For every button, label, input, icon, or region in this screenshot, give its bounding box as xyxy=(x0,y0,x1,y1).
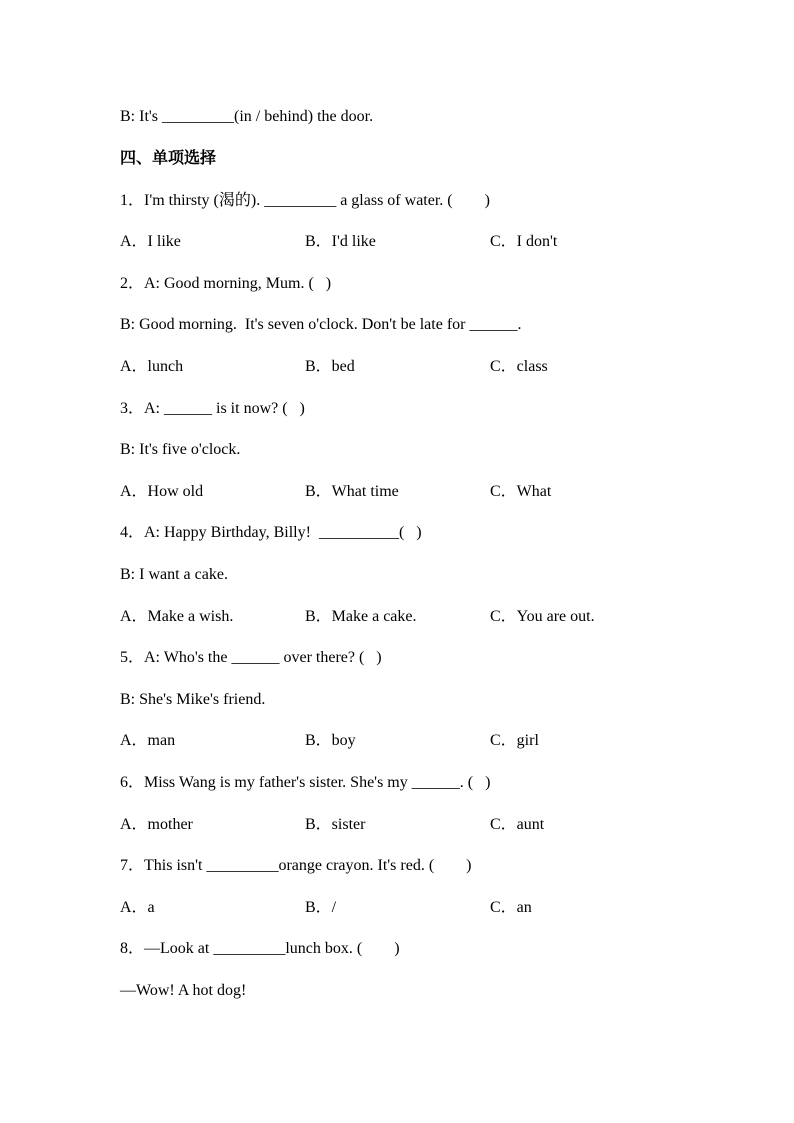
option-b: B．bed xyxy=(305,358,355,375)
option-a: A．How old xyxy=(120,483,204,500)
text-line: —Wow! A hot dog! xyxy=(120,982,247,999)
option-a: A．mother xyxy=(120,816,193,833)
text-line: B: Good morning. It's seven o'clock. Don't be late for ______. xyxy=(120,316,522,333)
question-1: 1．I'm thirsty (渴的). _________ a glass of water. ( ) xyxy=(120,192,490,209)
option-a: A．Make a wish. xyxy=(120,608,234,625)
question-6: 6．Miss Wang is my father's sister. She's my ______. ( ) xyxy=(120,774,491,791)
question-2: 2．A: Good morning, Mum. ( ) xyxy=(120,275,332,292)
question-5: 5．A: Who's the ______ over there? ( ) xyxy=(120,649,382,666)
text-line: B: I want a cake. xyxy=(120,566,228,583)
option-c: C．an xyxy=(490,899,532,916)
option-a: A．man xyxy=(120,732,176,749)
option-b: B．What time xyxy=(305,483,399,500)
question-3: 3．A: ______ is it now? ( ) xyxy=(120,400,305,417)
option-c: C．aunt xyxy=(490,816,545,833)
option-a: A．I like xyxy=(120,233,181,250)
option-c: C．I don't xyxy=(490,233,558,250)
option-c: C．girl xyxy=(490,732,539,749)
option-b: B．/ xyxy=(305,899,337,916)
section-heading: 四、单项选择 xyxy=(120,150,217,167)
option-b: B．I'd like xyxy=(305,233,376,250)
text-line: B: She's Mike's friend. xyxy=(120,691,266,708)
question-7: 7．This isn't _________orange crayon. It's red. ( ) xyxy=(120,857,472,874)
option-b: B．sister xyxy=(305,816,366,833)
text-line: B: It's five o'clock. xyxy=(120,441,241,458)
option-c: C．You are out. xyxy=(490,608,595,625)
option-b: B．boy xyxy=(305,732,356,749)
option-a: A．lunch xyxy=(120,358,184,375)
question-8: 8．—Look at _________lunch box. ( ) xyxy=(120,940,400,957)
option-c: C．What xyxy=(490,483,552,500)
question-4: 4．A: Happy Birthday, Billy! __________( ) xyxy=(120,524,422,541)
text-line: B: It's _________(in / behind) the door. xyxy=(120,108,374,125)
option-b: B．Make a cake. xyxy=(305,608,417,625)
option-a: A．a xyxy=(120,899,155,916)
option-c: C．class xyxy=(490,358,548,375)
